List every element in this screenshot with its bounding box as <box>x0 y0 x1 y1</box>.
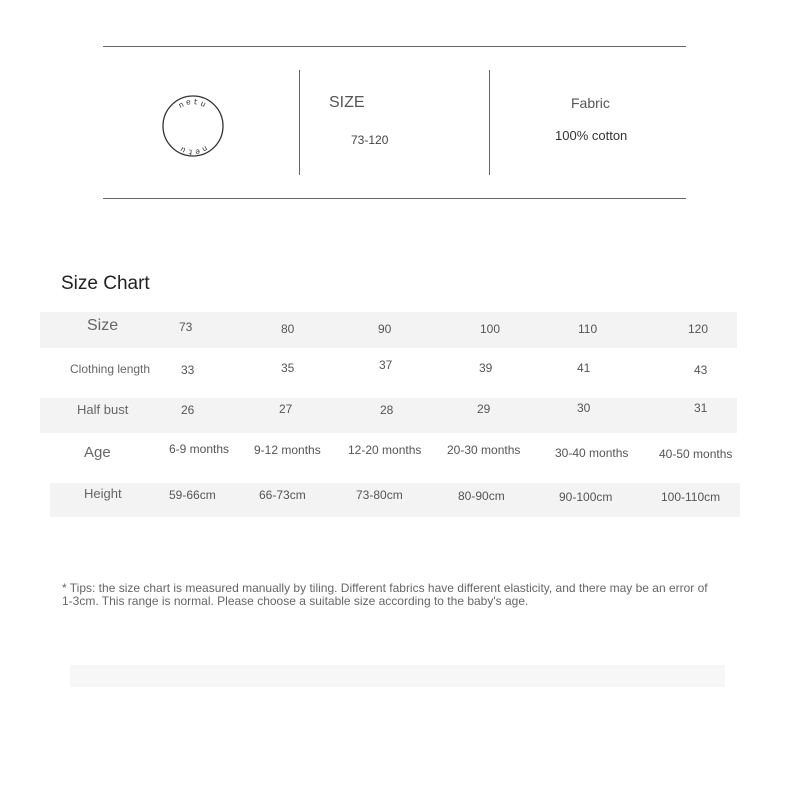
table-cell: 29 <box>477 402 491 416</box>
table-cell: 37 <box>379 358 393 372</box>
table-cell: 90-100cm <box>559 490 613 504</box>
table-cell: 73-80cm <box>356 488 403 502</box>
tips-text: * Tips: the size chart is measured manually by tiling. Different fabrics have different elasticity, and there may be an error of 1-3cm. This range is normal. Please choose a suitable size according to the baby's age. <box>62 581 708 608</box>
table-cell: 100-110cm <box>661 490 721 504</box>
table-cell: 31 <box>694 401 708 415</box>
table-cell: 33 <box>181 363 195 377</box>
table-cell: 59-66cm <box>169 488 216 502</box>
table-cell: 110 <box>578 322 598 336</box>
table-cell: 41 <box>577 361 591 375</box>
table-cell: 90 <box>378 322 392 336</box>
table-cell: 20-30 months <box>447 443 521 457</box>
row-label-size: Size <box>87 317 119 335</box>
size-label: SIZE <box>329 94 365 111</box>
top-rule <box>103 46 686 47</box>
bottom-rule <box>103 198 686 199</box>
table-cell: 73 <box>179 320 193 334</box>
row-label-half-bust: Half bust <box>77 402 129 418</box>
divider-left <box>299 70 300 175</box>
brand-circle-logo-icon <box>161 94 225 158</box>
table-cell: 30-40 months <box>555 446 629 460</box>
table-cell: 80 <box>281 322 295 336</box>
fabric-value: 100% cotton <box>555 128 628 143</box>
svg-text:netu: netu <box>177 97 209 111</box>
svg-text:netu: netu <box>177 143 209 157</box>
table-cell: 66-73cm <box>259 488 306 502</box>
faded-footer-band <box>70 665 725 687</box>
table-cell: 12-20 months <box>348 443 422 457</box>
row-label-age: Age <box>84 444 111 461</box>
table-cell: 100 <box>480 322 501 336</box>
size-range-value: 73-120 <box>351 133 389 147</box>
table-cell: 40-50 months <box>659 447 733 461</box>
table-cell: 26 <box>181 403 195 417</box>
table-cell: 80-90cm <box>458 489 505 503</box>
size-chart-title: Size Chart <box>61 273 150 294</box>
row-label-height: Height <box>84 486 122 502</box>
divider-right <box>489 70 490 175</box>
table-cell: 43 <box>694 363 708 377</box>
table-cell: 9-12 months <box>254 443 321 457</box>
table-cell: 35 <box>281 361 295 375</box>
table-cell: 39 <box>479 361 493 375</box>
table-cell: 30 <box>577 401 591 415</box>
table-cell: 120 <box>688 322 709 336</box>
table-cell: 27 <box>279 402 293 416</box>
fabric-label: Fabric <box>571 95 610 111</box>
table-cell: 6-9 months <box>169 442 230 456</box>
row-label-clothing-length: Clothing length <box>70 361 151 376</box>
table-cell: 28 <box>380 403 394 417</box>
